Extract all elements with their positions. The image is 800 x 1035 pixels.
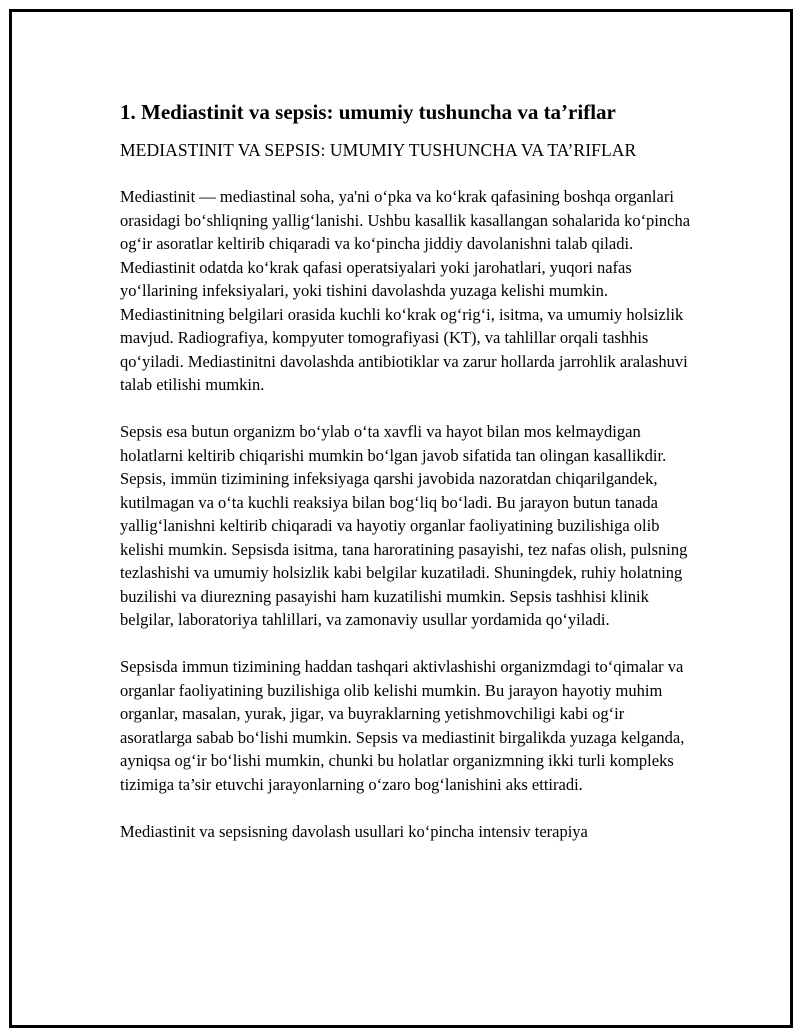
paragraph-treatment: Mediastinit va sepsisning davolash usullari ko‘pincha intensiv terapiya [120, 821, 588, 841]
document-body [120, 98, 695, 867]
paragraph-immune-response: Sepsisda immun tizimining haddan tashqari aktivlashishi organizmdagi to‘qimalar va organlar faoliyatining buzilishiga olib kelishi mumkin. Bu jarayon hayotiy muhim organlar, masalan, yurak, jigar, va buyraklarning yetishmovchiligi kabi og‘ir asoratlarga sabab bo‘lishi mumkin. Sepsis va mediastinit birgalikda yuzaga kelganda, ayniqsa og‘ir bo‘lishi mumkin, chunki bu holatlar organizmning ikki turli kompleks tizimiga ta’sir etuvchi jarayonlarning o‘zaro bog‘lanishini aks ettiradi. [120, 657, 685, 794]
paragraph-mediastinitis: Mediastinit — mediastinal soha, ya'ni o‘pka va ko‘krak qafasining boshqa organlari orasidagi bo‘shliqning yallig‘lanishi. Ushbu kasallik kasallangan sohalarida ko‘pincha og‘ir asoratlar keltirib chiqaradi va ko‘pincha jiddiy davolanishni talab qiladi. Mediastinit odatda ko‘krak qafasi operatsiyalari yoki jarohatlari, yuqori nafas yo‘llarining infeksiyalari, yoki tishini davolashda yuzaga kelishi mumkin. Mediastinitning belgilari orasida kuchli ko‘krak og‘rig‘i, isitma, va umumiy holsizlik mavjud. Radiografiya, kompyuter tomografiyasi (KT), va tahlillar orqali tashhis qo‘yiladi. Mediastinitni davolashda antibiotiklar va zarur hollarda jarrohlik aralashuvi talab etilishi mumkin. [120, 187, 691, 394]
page-frame [9, 9, 793, 1028]
paragraph-sepsis: Sepsis esa butun organizm bo‘ylab o‘ta xavfli va hayot bilan mos kelmaydigan holatlarni keltirib chiqarishi mumkin bo‘lgan javob sifatida tan olingan kasallikdir. Sepsis, immün tizimining infeksiyaga qarshi javobida nazoratdan chiqarilgandek, kutilmagan va o‘ta kuchli reaksiya bilan bog‘liq bo‘ladi. Bu jarayon butun tanada yallig‘lanishni keltirib chiqaradi va hayotiy organlar faoliyatining buzilishiga olib kelishi mumkin. Sepsisda isitma, tana haroratining pasayishi, tez nafas olish, pulsning tezlashishi va umumiy holsizlik kabi belgilar kuzatiladi. Shuningdek, ruhiy holatning buzilishi va diurezning pasayishi ham kuzatilishi mumkin. Sepsis tashhisi klinik belgilar, laboratoriya tahlillari, va zamonaviy usullar yordamida qo‘yiladi. [120, 422, 688, 629]
section-heading: 1. Mediastinit va sepsis: umumiy tushuncha va ta’riflar [120, 100, 616, 124]
section-subheading: MEDIASTINIT VA SEPSIS: UMUMIY TUSHUNCHA VA TA’RIFLAR [120, 140, 637, 160]
